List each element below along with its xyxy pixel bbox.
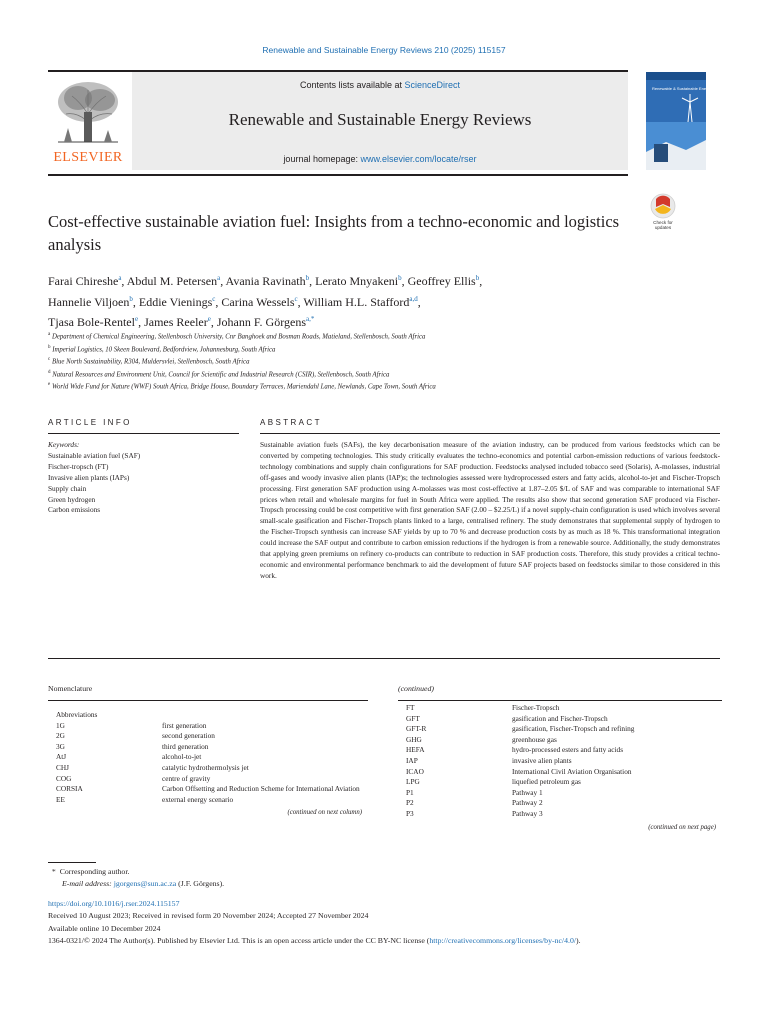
keywords-block xyxy=(48,440,238,516)
nomenclature-abbreviation: IAP xyxy=(406,755,418,765)
nomenclature-continued-table xyxy=(398,703,722,820)
homepage-prefix: journal homepage: xyxy=(283,154,361,164)
nomenclature-definition: greenhouse gas xyxy=(512,734,557,744)
crossmark-check-for-updates-icon[interactable] xyxy=(647,193,679,231)
author-separator: , xyxy=(138,315,145,329)
author-separator: , xyxy=(220,274,226,288)
affiliation-key: d xyxy=(48,369,51,375)
affiliation-item xyxy=(48,355,688,368)
nomenclature-definition: first generation xyxy=(162,720,207,730)
journal-header-band xyxy=(132,72,628,170)
journal-title: Renewable and Sustainable Energy Reviews xyxy=(228,110,532,129)
email-suffix: (J.F. Görgens). xyxy=(176,879,225,889)
nomenclature-row xyxy=(398,714,722,725)
footnotes xyxy=(48,866,728,891)
author-separator: , xyxy=(479,274,483,288)
keyword-item: Green hydrogen xyxy=(48,494,96,504)
footnote-rule xyxy=(48,862,96,863)
masthead-top-rule xyxy=(48,70,628,72)
author-separator: , xyxy=(417,294,421,309)
nomenclature-definition: gasification, Fischer-Tropsch and refining xyxy=(512,724,635,734)
continued-next-page-note: (continued on next page) xyxy=(648,823,716,831)
nomenclature-row xyxy=(48,721,368,732)
nomenclature-abbreviation: GHG xyxy=(406,734,422,744)
author-list xyxy=(48,270,648,332)
contents-line xyxy=(132,80,628,90)
keyword-item: Sustainable aviation fuel (SAF) xyxy=(48,450,141,460)
affiliation-text: World Wide Fund for Nature (WWF) South Africa, Bridge House, Boundary Terraces, Mariendahl Lane, Newlands, Cape Town, South Africa xyxy=(51,383,436,391)
affiliation-key: a xyxy=(48,332,51,337)
crossmark-label-line1: Check for xyxy=(653,220,673,225)
author-separator: , xyxy=(132,294,139,309)
affiliation-item xyxy=(48,368,688,381)
keyword-item: Supply chain xyxy=(48,483,87,493)
nomenclature-row xyxy=(48,742,368,753)
nomenclature-row xyxy=(398,703,722,714)
nomenclature-row xyxy=(48,752,368,763)
nomenclature-definition: liquefied petroleum gas xyxy=(512,777,581,787)
available-online-date: Available online 10 December 2024 xyxy=(48,923,161,933)
nomenclature-row xyxy=(398,756,722,767)
email-label: E-mail address: xyxy=(62,879,112,889)
nomenclature-definition: International Civil Aviation Organisation xyxy=(512,766,632,776)
nomenclature-definition: Pathway 1 xyxy=(512,787,543,797)
author-name[interactable]: William H.L. Stafford xyxy=(303,294,410,309)
nomenclature-definition: external energy scenario xyxy=(162,794,234,804)
nomenclature-abbreviation: AtJ xyxy=(56,752,67,762)
nomenclature-continued-heading: (continued) xyxy=(398,684,434,693)
corresponding-author-label: Corresponding author. xyxy=(59,867,130,876)
cover-title: Renewable & Sustainable Energy Reviews xyxy=(652,86,728,91)
received-dates: Received 10 August 2023; Received in revised form 20 November 2024; Accepted 27 November 2024 xyxy=(48,911,369,921)
article-info-rule xyxy=(48,433,239,434)
journal-cover-image[interactable] xyxy=(646,72,728,170)
journal-citation-link[interactable] xyxy=(0,45,768,55)
affiliation-key: b xyxy=(48,344,51,350)
crossmark-label-line2: updates xyxy=(654,225,672,230)
author-affiliation-marker[interactable]: c xyxy=(294,294,298,303)
affiliation-text: Imperial Logistics, 10 Skeen Boulevard, Bedfordview, Johannesburg, South Africa xyxy=(52,345,276,353)
nomenclature-row xyxy=(48,795,368,806)
author-separator: , xyxy=(297,294,304,309)
nomenclature-row xyxy=(398,745,722,756)
license-statement xyxy=(48,935,720,947)
affiliation-text: Natural Resources and Environment Unit, Council for Scientific and Industrial Research (CSIR), Stellenbosch, South Africa xyxy=(52,370,390,378)
nomenclature-definition: gasification and Fischer-Tropsch xyxy=(512,713,608,723)
nomenclature-abbreviation: P2 xyxy=(406,798,414,808)
nomenclature-abbreviation: ICAO xyxy=(406,766,424,776)
citation-text[interactable]: Renewable and Sustainable Energy Reviews 210 (2025) 115157 xyxy=(262,45,506,55)
sciencedirect-link[interactable]: ScienceDirect xyxy=(404,80,461,90)
author-separator: , xyxy=(401,274,408,288)
abstract-bottom-rule xyxy=(48,658,720,659)
nomenclature-row xyxy=(398,767,722,778)
nomenclature-definition: second generation xyxy=(162,731,215,741)
author-affiliation-marker[interactable]: a xyxy=(217,274,221,282)
nomenclature-abbreviation: GFT xyxy=(406,713,420,723)
abbreviations-subheading: Abbreviations xyxy=(56,710,98,719)
author-separator: , xyxy=(210,315,217,329)
author-separator: , xyxy=(309,274,316,288)
author-separator: , xyxy=(121,274,127,288)
nomenclature-row xyxy=(48,731,368,742)
nomenclature-definition: Fischer-Tropsch xyxy=(512,703,560,712)
affiliation-text: Department of Chemical Engineering, Stellenbosch University, Cnr Banghoek and Bosman Roads, Matieland, Stellenbosch, South Africa xyxy=(51,333,426,341)
nomenclature-abbreviation: P1 xyxy=(406,787,414,797)
affiliation-item xyxy=(48,343,688,356)
nomenclature-row xyxy=(48,774,368,785)
article-info-heading: ARTICLE INFO xyxy=(48,418,132,427)
doi-link[interactable]: https://doi.org/10.1016/j.rser.2024.115157 xyxy=(48,899,180,908)
author-name[interactable]: Lerato Mnyakeni xyxy=(315,274,399,288)
nomenclature-heading: Nomenclature xyxy=(48,684,93,693)
continued-next-column-note: (continued on next column) xyxy=(287,809,362,817)
nomenclature-abbreviation: LPG xyxy=(406,777,420,787)
nomenclature-box xyxy=(48,684,368,816)
author-name[interactable]: Geoffrey Ellis xyxy=(407,274,476,288)
author-affiliation-marker[interactable]: e xyxy=(207,315,211,323)
nomenclature-definition: invasive alien plants xyxy=(512,755,572,765)
nomenclature-row xyxy=(398,788,722,799)
keyword-item: Carbon emissions xyxy=(48,505,101,515)
author-affiliation-marker[interactable]: a,* xyxy=(306,315,315,323)
author-affiliation-marker[interactable]: a,d xyxy=(409,294,418,303)
nomenclature-abbreviation: 3G xyxy=(56,741,65,751)
email-line xyxy=(48,878,728,890)
license-suffix: ). xyxy=(576,936,581,946)
affiliation-key: c xyxy=(48,357,51,363)
nomenclature-rule-top xyxy=(48,700,368,701)
keyword-item: Invasive alien plants (IAPs) xyxy=(48,472,130,482)
nomenclature-abbreviation: CORSIA xyxy=(56,784,83,794)
license-link[interactable]: http://creativecommons.org/licenses/by-nc/4.0/ xyxy=(429,936,577,946)
nomenclature-definition: alcohol-to-jet xyxy=(162,752,202,762)
nomenclature-abbreviation: P3 xyxy=(406,808,414,818)
keyword-item: Fischer-tropsch (FT) xyxy=(48,461,109,471)
author-name[interactable]: James Reeler xyxy=(144,315,208,329)
author-name[interactable]: Hannelie Viljoen xyxy=(48,294,130,309)
keyword-list xyxy=(48,451,238,516)
nomenclature-continued-rule xyxy=(398,700,722,701)
affiliation-text: Blue North Sustainability, R304, Muldersvlei, Stellenbosch, South Africa xyxy=(51,358,250,366)
author-affiliation-marker[interactable]: a xyxy=(118,274,122,282)
nomenclature-definition: hydro-processed esters and fatty acids xyxy=(512,745,624,755)
nomenclature-definition: Pathway 3 xyxy=(512,808,543,818)
nomenclature-abbreviation: COG xyxy=(56,773,72,783)
author-name[interactable]: Johann F. Görgens xyxy=(216,315,306,329)
nomenclature-row xyxy=(398,798,722,809)
author-name[interactable]: Farai Chireshe xyxy=(48,274,119,288)
nomenclature-abbreviation: CHJ xyxy=(56,762,69,772)
nomenclature-abbreviation: 1G xyxy=(56,720,65,730)
nomenclature-row xyxy=(398,809,722,820)
nomenclature-definition: Carbon Offsetting and Reduction Scheme for International Aviation xyxy=(162,784,360,794)
nomenclature-abbreviation: 2G xyxy=(56,731,65,741)
corresponding-author-note: * Corresponding author. xyxy=(48,867,130,876)
journal-masthead xyxy=(48,70,728,174)
author-affiliation-marker[interactable]: c xyxy=(212,294,216,303)
author-name[interactable]: Tjasa Bole-Rentel xyxy=(48,315,135,329)
affiliation-item xyxy=(48,330,688,343)
author-affiliation-marker[interactable]: b xyxy=(305,274,310,282)
nomenclature-row xyxy=(398,724,722,735)
abstract-body: Sustainable aviation fuels (SAFs), the key decarbonisation measure of the aviation industry, can be produced from various feedstocks which can be converted by competing technologies. This study critically evaluates the techno-economics and potential carbon-emission reductions of various feedstock-technology combinations and supply chain configurations for SAF production. Feedstocks analysed included tobacco seed (Solaris), A-molasses, industrial off-gases and woody invasive alien plants (IAP)s; the technologies assessed were hydroprocessed esters and fatty acids, alcohol-to-jet and Fischer-Tropsch processing. First generation SAF production using A-molasses was most cost-effective at 1.87–2.05 $/L of SAF and was comparable to international SAF prices when retail and wholesale margins for fuel in South Africa were applied. The results also show that second generation SAF produced via Fischer-Tropsch processing could be cost competitive with first generation SAF (2.00 – $2.25/L) if a novel supply-chain configuration is used which involves several small-scale gasification and Fischer-Tropsch plants linked to a large, centralised refinery. The study demonstrates that supplemental supply of hydrogen to the Fischer-Tropsch synthesis can increase SAF yields by up to 70 % and decrease production costs by as much as 18 %. This transformational integration could increase the SAF output and contribute to carbon emission reductions if the hydrogen is from a renewable source. Additionally, the study demonstrates that applying green premiums on refinery co-products can contribute to reduction in SAF production costs. Therefore, this study provides a critical techno-economic and environmental performance benchmark to aid the development of future SAF projects based on feedstocks similar to those considered in this work. xyxy=(260,440,720,580)
nomenclature-row xyxy=(48,763,368,774)
affiliation-key: e xyxy=(48,382,51,388)
affiliation-list xyxy=(48,330,688,393)
nomenclature-continued-box xyxy=(398,684,722,831)
nomenclature-definition: Pathway 2 xyxy=(512,798,543,808)
article-title: Cost-effective sustainable aviation fuel: Insights from a techno-economic and logistics analysis xyxy=(48,212,620,254)
nomenclature-row xyxy=(48,784,368,795)
author-name[interactable]: Carina Wessels xyxy=(221,294,295,309)
homepage-line xyxy=(132,154,628,164)
nomenclature-abbreviation: HEFA xyxy=(406,745,425,755)
nomenclature-table xyxy=(48,721,368,806)
author-affiliation-marker[interactable]: b xyxy=(129,294,133,303)
nomenclature-definition: catalytic hydrothermolysis jet xyxy=(162,762,249,772)
abstract-rule xyxy=(260,433,720,434)
nomenclature-row xyxy=(398,777,722,788)
nomenclature-definition: centre of gravity xyxy=(162,773,211,783)
nomenclature-row xyxy=(398,735,722,746)
author-email-link[interactable]: jgorgens@sun.ac.za xyxy=(113,879,177,889)
nomenclature-definition: third generation xyxy=(162,741,209,751)
author-affiliation-marker[interactable]: e xyxy=(134,315,139,323)
publication-info xyxy=(48,898,720,948)
author-affiliation-marker[interactable]: b xyxy=(398,274,402,282)
license-prefix: 1364-0321/© 2024 The Author(s). Published by Elsevier Ltd. This is an open access article under the CC BY-NC license ( xyxy=(48,936,430,946)
journal-homepage-link[interactable]: www.elsevier.com/locate/rser xyxy=(360,154,477,164)
nomenclature-abbreviation: EE xyxy=(56,794,65,804)
masthead-bottom-rule xyxy=(48,174,628,176)
abstract-heading: ABSTRACT xyxy=(260,418,322,427)
author-affiliation-marker[interactable]: b xyxy=(475,274,480,282)
author-name[interactable]: Abdul M. Petersen xyxy=(126,274,218,288)
author-name[interactable]: Avania Ravinath xyxy=(225,274,306,288)
contents-prefix: Contents lists available at xyxy=(299,80,405,90)
nomenclature-abbreviation: FT xyxy=(406,703,415,712)
author-name[interactable]: Eddie Vienings xyxy=(138,294,213,309)
affiliation-item xyxy=(48,380,688,393)
nomenclature-abbreviation: GFT-R xyxy=(406,724,427,734)
keywords-label: Keywords: xyxy=(48,440,80,449)
publisher-name: ELSEVIER xyxy=(53,150,123,165)
author-separator: , xyxy=(215,294,222,309)
